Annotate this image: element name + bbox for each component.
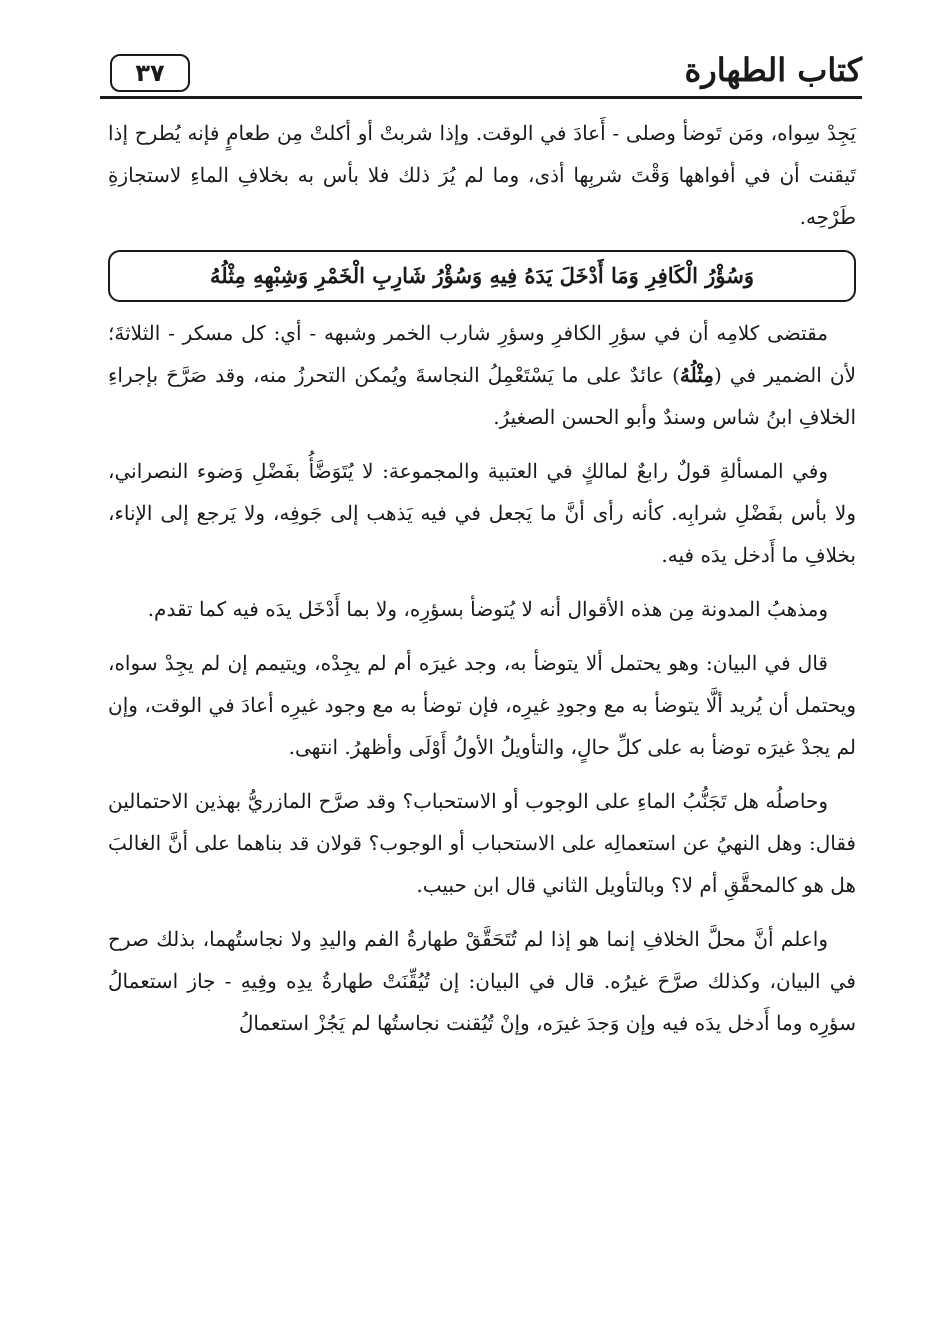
paragraph-2-part-2: ) عائدٌ على ما يَسْتَعْمِلُ النجاسةَ ويُمكن التحرزُ منه، وقد صَرَّحَ بإجراءِ الخلافِ ابنُ شاس وسندٌ وأبو الحسن الصغيرُ. (108, 363, 856, 429)
paragraph-4: ومذهبُ المدونة مِن هذه الأقوال أنه لا يُتوضأ بسؤرِه، ولا بما أَدْخَل يدَه فيه كما تقدم. (147, 597, 828, 621)
paragraph-5: قال في البيان: وهو يحتمل ألا يتوضأ به، وجد غيرَه أم لم يجِدْه، ويتيمم إن لم يجِدْ سواه، ويحتمل أن يُريد ألَّا يتوضأ به مع وجودِ غيرِه، فإن توضأ به مع وجود غيرِه أعادَ في الوقت، وإن لم يجدْ غيرَه توضأ به على كلِّ حالٍ، والتأويلُ الأولُ أَوْلَى وأظهرُ. انتهى. (108, 651, 856, 759)
page-body (108, 112, 856, 1056)
paragraph-1: يَجِدْ سِواه، ومَن تَوضأ وصلى - أَعادَ في الوقت. وإذا شربتْ أو أكلتْ مِن طعامٍ فإنه يُطرح إذا تَيقنت أن في أفواهها وَقْتَ شربِها أذى، وما لم يُرَ ذلك فلا بأس به بخلافِ الماءِ لاستجازةِ طَرْحِه. (108, 121, 856, 229)
page-number: ٣٧ (110, 54, 190, 92)
paragraph-2-part-1: مقتضى كلامِه أن في سؤرِ الكافرِ وسؤرِ شارب الخمر وشبهه - أي: كل مسكر - الثلاثةَ؛ لأن الضمير في ( (108, 321, 857, 387)
paragraph-3: وفي المسألةِ قولٌ رابعٌ لمالكٍ في العتبية والمجموعة: لا يُتَوَضَّأُ بفَضْلِ وَضوء النصراني، ولا بأس بفَضْلِ شرابِه. كأنه رأى أنَّ ما يَجعل في فيه يَذهب إلى جَوفِه، ولا يَرجع إلى الإناء، بخلافِ ما أَدخل يدَه فيه. (108, 459, 856, 567)
paragraph-7: واعلم أنَّ محلَّ الخلافِ إنما هو إذا لم تُتَحَقَّقْ طهارةُ الفم واليدِ ولا نجاستُهما، بذلك صرح في البيان، وكذلك صرَّحَ غيرُه. قال في البيان: إن تُيُقِّنَتْ طهارةُ يدِه وفِيهِ - جاز استعمالُ سؤرِه وما أَدخل يدَه فيه وإن وَجدَ غيرَه، وإنْ تُيُقنت نجاستُها لم يَجُزْ استعمالُ (108, 927, 856, 1035)
paragraph-2 (108, 312, 856, 438)
matn-box: وَسُؤْرُ الْكَافِرِ وَمَا أَدْخَلَ يَدَهُ فِيهِ وَسُؤْرُ شَارِبِ الْخَمْرِ وَشِبْهِهِ مِثْلُهُ (108, 250, 856, 302)
header-rule (100, 96, 862, 99)
paragraph-2-bold-term: مِثْلُهُ (679, 363, 714, 387)
paragraph-6: وحاصلُه هل تَجَنُّبُ الماءِ على الوجوب أو الاستحباب؟ وقد صرَّح المازريُّ بهذين الاحتمالين فقال: وهل النهيُ عن استعمالِه على الاستحباب أو الوجوب؟ قولان قد بناهما على أنَّ الغالبَ هل هو كالمحقَّقِ أم لا؟ وبالتأويل الثاني قال ابن حبيب. (108, 789, 856, 897)
book-title: كتاب الطهارة (684, 51, 862, 89)
page-header (100, 48, 862, 98)
